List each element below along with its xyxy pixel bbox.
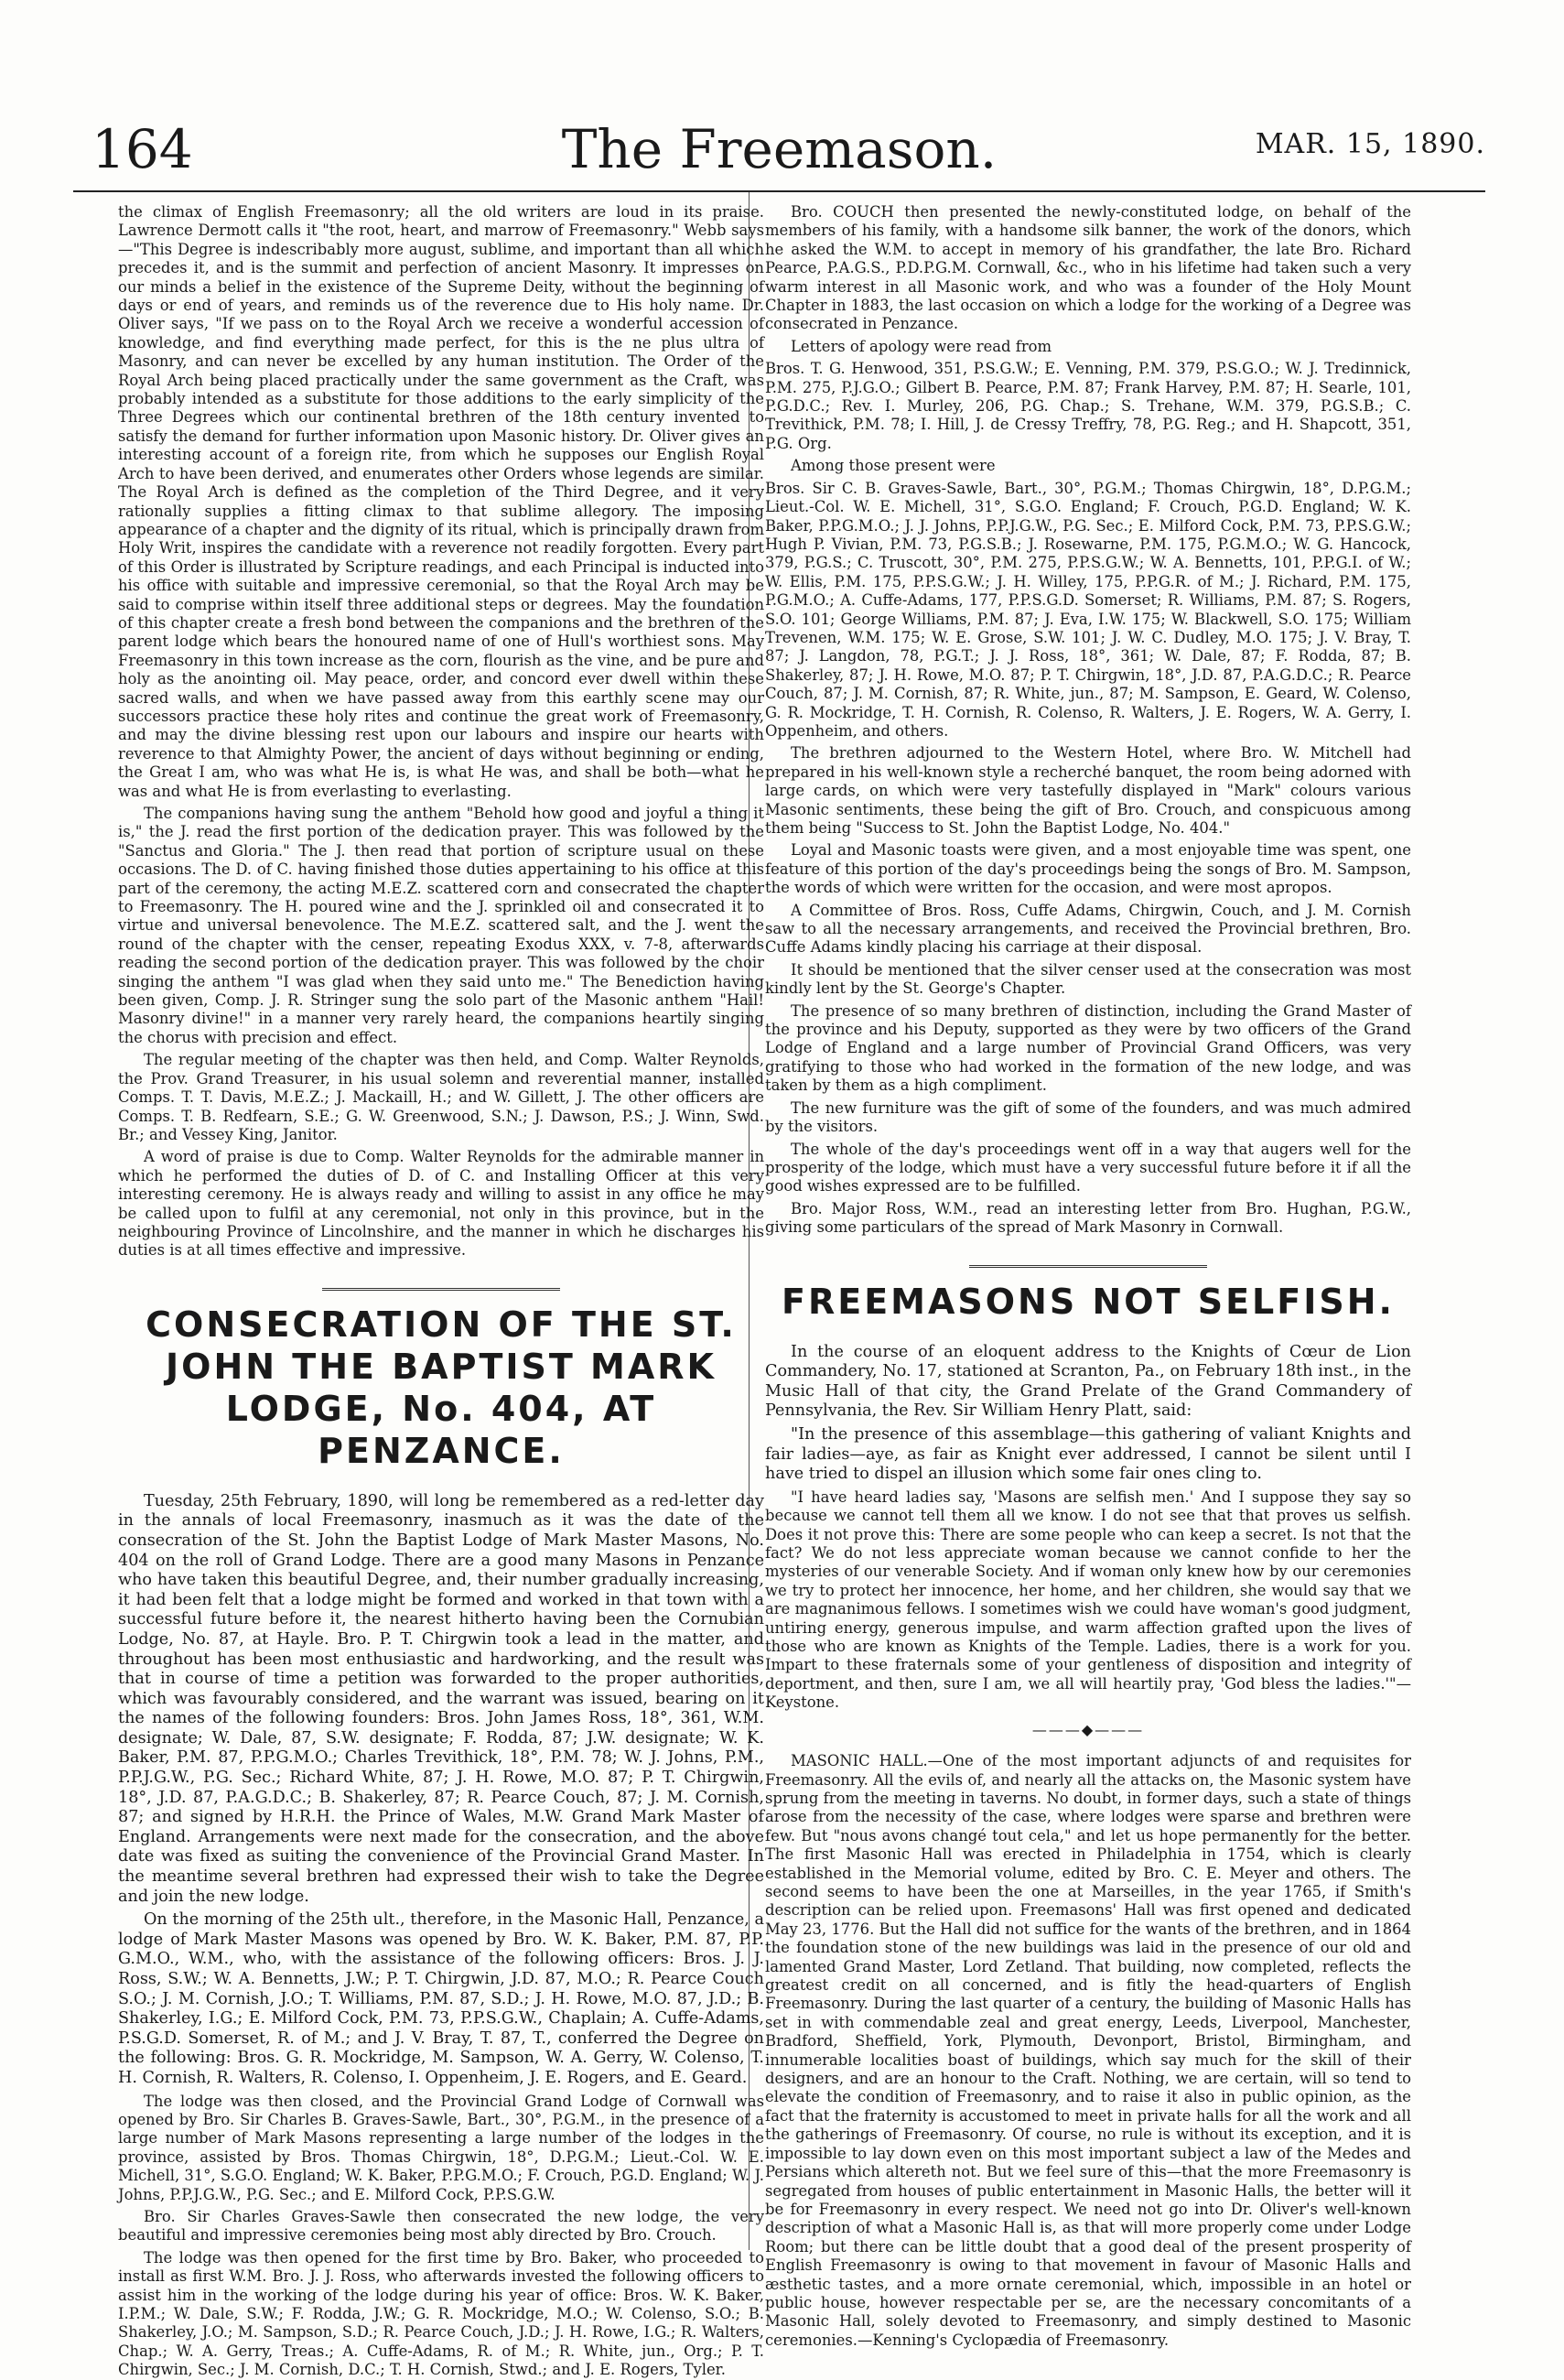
newspaper-title: The Freemason. [561,118,998,180]
paragraph: It should be mentioned that the silver censer used at the consecration was most kindly lent by the St. George's Chapter. [765,960,1411,998]
paragraph: "In the presence of this assemblage—this gathering of valiant Knights and fair ladies—aye, as fair as Knight ever addressed, I cannot be silent until I have tried to dispel an illusion which some fair ones cling to. [765,1424,1411,1484]
issue-date: MAR. 15, 1890. [1255,128,1485,160]
article-heading-freemasons-not-selfish: FREEMASONS NOT SELFISH. [782,1281,1395,1322]
paragraph: The regular meeting of the chapter was then held, and Comp. Walter Reynolds, the Prov. Grand Treasurer, in his usual solemn and reverential manner, installed Comps. T. T. Davis, M.E.Z.; J. Mackaill, H.; and W. Gillett, J. The other officers are Comps. T. B. Redfearn, S.E.; G. W. Greenwood, S.N.; J. Dawson, P.S.; J. Winn, Swd. Br.; and Vessey King, Janitor. [118,1051,764,1143]
paragraph: The new furniture was the gift of some of the founders, and was much admired by the visitors. [765,1098,1411,1136]
paragraph: The lodge was then opened for the first time by Bro. Baker, who proceeded to install as first W.M. Bro. J. J. Ross, who afterwards invested the following officers to assist him in the working of the lodge during his year of office: Bros. W. K. Baker, I.P.M.; W. Dale, S.W.; F. Rodda, J.W.; G. R. Mockridge, M.O.; W. Colenso, S.O.; B. Shakerley, J.O.; M. Sampson, S.D.; R. Pearce Couch, J.D.; J. H. Rowe, I.G.; R. Walters, Chap.; W. A. Gerry, Treas.; A. Cuffe-Adams, R. of M.; R. White, jun., Org.; P. T. Chirgwin, Sec.; J. M. Cornish, D.C.; T. H. Cornish, Stwd.; and J. E. Rogers, Tyler. [118,2248,764,2379]
paragraph: the climax of English Freemasonry; all the old writers are loud in its praise. Lawrence Dermott calls it "the root, heart, and marrow of Freemasonry." Webb says—"This Degree is indescribably more august, sublime, and important than all which precedes it, and is the summit and perfection of ancient Masonry. It impresses on our minds a belief in the existence of the Supreme Deity, without the beginning of days or end of years, and reminds us of the reverence due to His holy name. Dr. Oliver says, "If we pass on to the Royal Arch we receive a wonderful accession of knowledge, and find everything made perfect, for this is the ne plus ultra of Masonry, and can never be excelled by any human institution. The Order of the Royal Arch being placed practically under the same government as the Craft, was probably intended as a substitute for those additions to the early simplicity of the Three Degrees which our continental brethren of the 18th century invented to satisfy the demand for further information upon Masonic history. Dr. Oliver gives an interesting account of a foreign rite, from which he supposes our English Royal Arch to have been derived, and enumerates other Orders whose legends are similar. The Royal Arch is defined as the completion of the Third Degree, and it very rationally supplies a fitting climax to that sublime allegory. The imposing appearance of a chapter and the dignity of its ritual, which is principally drawn from Holy Writ, inspires the candidate with a reverence not readily forgotten. Every part of this Order is illustrated by Scripture readings, and each Principal is inducted into his office with suitable and impressive ceremonial, so that the Royal Arch may be said to comprise within itself three additional steps or degrees. May the foundation of this chapter create a fresh bond between the companions and the brethren of the parent lodge which bears the honoured name of one of Hull's worthiest sons. May Freemasonry in this town increase as the corn, flourish as the vine, and be pure and holy as the anointing oil. May peace, order, and concord ever dwell within these sacred walls, and when we have passed away from this earthly scene may our successors practice these holy rites and continue the great work of Freemasonry, and may the divine blessing rest upon our labours and inspire our hearts with reverence to that Almighty Power, the ancient of days without beginning or ending, the Great I am, who was what He is, is what He was, and shall be both—what he was and what He is from everlasting to everlasting. [118,203,764,800]
masthead [73,117,1485,181]
paragraph: On the morning of the 25th ult., therefore, in the Masonic Hall, Penzance, a lodge of Mark Master Masons was opened by Bro. W. K. Baker, P.M. 87, P.P. G.M.O., W.M., who, with the assistance of the following officers: Bros. J. J. Ross, S.W.; W. A. Bennetts, J.W.; P. T. Chirgwin, J.D. 87, M.O.; R. Pearce Couch S.O.; J. M. Cornish, J.O.; T. Williams, P.M. 87, S.D.; J. H. Rowe, M.O. 87, J.D.; B. Shakerley, I.G.; E. Milford Cock, P.M. 73, P.P.S.G.W., Chaplain; A. Cuffe-Adams, P.S.G.D. Somerset, R. of M.; and J. V. Bray, T. 87, T., conferred the Degree on the following: Bros. G. R. Mockridge, M. Sampson, W. A. Gerry, W. Colenso, T. H. Cornish, R. Walters, R. Colenso, I. Oppenheim, J. E. Rogers, and E. Geard. [118,1910,764,2087]
section-separator [969,1265,1207,1268]
paragraph: The brethren adjourned to the Western Hotel, where Bro. W. Mitchell had prepared in his well-known style a recherché banquet, the room being adorned with large cards, on which were very tastefully displayed in "Mark" colours various Masonic sentiments, these being the gift of Bro. Crouch, and conspicuous among them being "Success to St. John the Baptist Lodge, No. 404." [765,744,1411,837]
paragraph: Bro. Sir Charles Graves-Sawle then consecrated the new lodge, the very beautiful and impressive ceremonies being most ably directed by Bro. Crouch. [118,2208,764,2245]
paragraph: The companions having sung the anthem "Behold how good and joyful a thing it is," the J. read the first portion of the dedication prayer. This was followed by the "Sanctus and Gloria." The J. then read that portion of scripture usual on these occasions. The D. of C. having finished those duties appertaining to his office at this part of the ceremony, the acting M.E.Z. scattered corn and consecrated the chapter to Freemasonry. The H. poured wine and the J. sprinkled oil and consecrated it to virtue and universal benevolence. The M.E.Z. scattered salt, and the J. went the round of the chapter with the censer, repeating Exodus XXX, v. 7-8, afterwards reading the second portion of the dedication prayer. This was followed by the choir singing the anthem "I was glad when they said unto me." The Benediction having been given, Comp. J. R. Stringer sung the solo part of the Masonic anthem "Hail! Masonry divine!" in a manner very rarely heard, the companions heartily singing the chorus with precision and effect. [118,805,764,1046]
article-heading-consecration: CONSECRATION OF THE ST. JOHN THE BAPTIST MARK LODGE, No. 404, AT PENZANCE. [146,1304,737,1471]
paragraph: Letters of apology were read from [791,337,1052,355]
paragraph: Loyal and Masonic toasts were given, and a most enjoyable time was spent, one feature of this portion of the day's proceedings being the songs of Bro. M. Sampson, the words of which were written for the occasion, and were most apropos. [765,841,1411,897]
left-column [118,203,764,2379]
paragraph: The lodge was then closed, and the Provincial Grand Lodge of Cornwall was opened by Bro. Sir Charles B. Graves-Sawle, Bart., 30°, P.G.M., in the presence of a large number of Mark Masons representing a large number of the lodges in the province, assisted by Bros. Thomas Chirgwin, 18°, D.P.G.M.; Lieut.-Col. W. E. Michell, 31°, S.G.O. England; W. K. Baker, P.P.G.M.O.; F. Crouch, P.G.D. England; W. J. Johns, P.P.J.G.W., P.G. Sec.; and E. Milford Cock, P.P.S.G.W. [118,2092,764,2203]
section-separator [322,1288,560,1291]
paragraph: A word of praise is due to Comp. Walter Reynolds for the admirable manner in which he performed the duties of D. of C. and Installing Officer at this very interesting ceremony. He is always ready and willing to assist in any office he may be called upon to fulfil at any ceremonial, not only in this province, but in the neighbouring Province of Lincolnshire, and the manner in which he discharges his duties is at all times effective and impressive. [118,1148,764,1260]
paragraph: The presence of so many brethren of distinction, including the Grand Master of the province and his Deputy, supported as they were by two officers of the Grand Lodge of England and a large number of Provincial Grand Officers, was very gratifying to those who had worked in the formation of the new lodge, and was taken by them as a high compliment. [765,1001,1411,1095]
paragraph: Bro. Major Ross, W.M., read an interesting letter from Bro. Hughan, P.G.W., giving some particulars of the spread of Mark Masonry in Cornwall. [765,1199,1411,1237]
paragraph: "I have heard ladies say, 'Masons are selfish men.' And I suppose they say so because we cannot tell them all we know. I do not see that that proves us selfish. Does it not prove this: There are some people who can keep a secret. Is not that the fact? We do not less appreciate woman because we cannot confide to her the mysteries of our venerable Society. And if woman only knew how by our ceremonies we try to protect her innocence, her home, and her children, she would say that we are magnanimous fellows. I sometimes wish we could have woman's good judgment, untiring energy, generous impulse, and warm affection grafted upon the lives of those who are known as Knights of the Temple. Ladies, there is a work for you. Impart to these fraternals some of your gentleness of disposition and integrity of deportment, and then, sure I am, we all will heartily pray, 'God bless the ladies.'"—Keystone. [765,1488,1411,1712]
right-column [765,203,1411,2349]
paragraph: Tuesday, 25th February, 1890, will long be remembered as a red-letter day in the annals of local Freemasonry, inasmuch as it was the date of the consecration of the St. John the Baptist Lodge of Mark Master Masons, No. 404 on the roll of Grand Lodge. There are a good many Masons in Penzance who have taken this beautiful Degree, and, their number gradually increasing, it had been felt that a lodge might be formed and worked in that town with a successful future before it, the nearest hitherto having been the Cornubian Lodge, No. 87, at Hayle. Bro. P. T. Chirgwin took a lead in the matter, and throughout has been most enthusiastic and hardworking, and the result was that in course of time a petition was forwarded to the proper authorities, which was favourably considered, and the warrant was issued, bearing on it the names of the following founders: Bros. John James Ross, 18°, 361, W.M. designate; W. Dale, 87, S.W. designate; F. Rodda, 87; J.W. designate; W. K. Baker, P.M. 87, P.P.G.M.O.; Charles Trevithick, 18°, P.M. 78; W. J. Johns, P.M., P.P.J.G.W., P.G. Sec.; Richard White, 87; J. H. Rowe, M.O. 87; P. T. Chirgwin, 18°, J.D. 87, P.A.G.D.C.; B. Shakerley, 87; R. Pearce Couch, 87; J. M. Cornish, 87; and signed by H.R.H. the Prince of Wales, M.W. Grand Mark Master of England. Arrangements were next made for the consecration, and the above date was fixed as suiting the convenience of the Provincial Grand Master. In the meantime several brethren had expressed their wish to take the Degree and join the new lodge. [118,1491,764,1906]
page-number: 164 [92,118,193,180]
paragraph: A Committee of Bros. Ross, Cuffe Adams, Chirgwin, Couch, and J. M. Cornish saw to all the necessary arrangements, and received the Provincial brethren, Bro. Cuffe Adams kindly placing his carriage at their disposal. [765,901,1411,957]
paragraph: Bros. Sir C. B. Graves-Sawle, Bart., 30°, P.G.M.; Thomas Chirgwin, 18°, D.P.G.M.; Lieut.-Col. W. E. Michell, 31°, S.G.O. England; F. Crouch, P.G.D. England; W. K. Baker, P.P.G.M.O.; J. J. Johns, P.P.J.G.W., P.G. Sec.; E. Milford Cock, P.M. 73, P.P.S.G.W.; Hugh P. Vivian, P.M. 73, P.G.S.B.; J. Rosewarne, P.M. 175, P.G.M.O.; W. G. Hancock, 379, P.G.S.; C. Truscott, 30°, P.M. 275, P.P.S.G.W.; W. A. Bennetts, 101, P.P.G.I. of W.; W. Ellis, P.M. 175, P.P.S.G.W.; J. H. Willey, 175, P.P.G.R. of M.; J. Richard, P.M. 175, P.G.M.O.; A. Cuffe-Adams, 177, P.P.S.G.D. Somerset; R. Williams, P.M. 87; S. Rogers, S.O. 101; George Williams, P.M. 87; J. Eva, I.W. 175; W. Blackwell, S.O. 175; William Trevenen, W.M. 175; W. E. Grose, S.W. 101; J. W. C. Dudley, M.O. 175; J. V. Bray, T. 87; J. Langdon, 78, P.G.T.; J. J. Ross, 18°, 361; W. Dale, 87; F. Rodda, 87; B. Shakerley, 87; J. H. Rowe, M.O. 87; P. T. Chirgwin, 18°, J.D. 87, P.A.G.D.C.; R. Pearce Couch, 87; J. M. Cornish, 87; R. White, jun., 87; M. Sampson, E. Geard, W. Colenso, G. R. Mockridge, T. H. Cornish, R. Colenso, R. Walters, J. E. Rogers, W. A. Gerry, I. Oppenheim, and others. [765,479,1411,740]
paragraph: Bro. COUCH then presented the newly-constituted lodge, on behalf of the members of his family, with a handsome silk banner, the work of the donors, which he asked the W.M. to accept in memory of his grandfather, the late Bro. Richard Pearce, P.A.G.S., P.D.P.G.M. Cornwall, &c., who in his lifetime had taken such a very warm interest in all Masonic work, and who was a founder of the Holy Mount Chapter in 1883, the last occasion on which a lodge for the working of a Degree was consecrated in Penzance. [765,203,1411,333]
masthead-rule [73,190,1485,192]
paragraph: Among those present were [791,457,996,475]
paragraph: In the course of an eloquent address to the Knights of Cœur de Lion Commandery, No. 17, stationed at Scranton, Pa., on February 18th inst., in the Music Hall of that city, the Grand Prelate of the Grand Commandery of Pennsylvania, the Rev. Sir William Henry Platt, said: [765,1342,1411,1421]
paragraph: The whole of the day's proceedings went off in a way that augers well for the prosperity of the lodge, which must have a very successful future before it if all the good wishes expressed are to be fulfilled. [765,1140,1411,1195]
ornament-divider: ———◆——— [1031,1720,1145,1738]
paragraph: Bros. T. G. Henwood, 351, P.S.G.W.; E. Venning, P.M. 379, P.S.G.O.; W. J. Tredinnick, P.M. 275, P.J.G.O.; Gilbert B. Pearce, P.M. 87; Frank Harvey, P.M. 87; H. Searle, 101, P.G.D.C.; Rev. I. Murley, 206, P.G. Chap.; S. Trehane, W.M. 379, P.G.S.B.; C. Trevithick, P.M. 78; I. Hill, J. de Cressy Treffry, 78, P.G. Reg.; and H. Shapcott, 351, P.G. Org. [765,360,1411,452]
paragraph: MASONIC HALL.—One of the most important adjuncts of and requisites for Freemasonry. All the evils of, and nearly all the attacks on, the Masonic system have sprung from the meeting in taverns. No doubt, in former days, such a state of things arose from the necessity of the case, where lodges were sparse and brethren were few. But "nous avons changé tout cela," and let us hope permanently for the better. The first Masonic Hall was erected in Philadelphia in 1754, which is clearly established in the Memorial volume, edited by Bro. C. E. Meyer and others. The second seems to have been the one at Marseilles, in the year 1765, if Smith's description can be relied upon. Freemasons' Hall was first opened and dedicated May 23, 1776. But the Hall did not suffice for the wants of the brethren, and in 1864 the foundation stone of the new buildings was laid in the presence of our old and lamented Grand Master, Lord Zetland. That building, now completed, reflects the greatest credit on all concerned, and is fitly the head-quarters of English Freemasonry. During the last quarter of a century, the building of Masonic Halls has set in with commendable zeal and great energy, Leeds, Liverpool, Manchester, Bradford, Sheffield, York, Plymouth, Devonport, Bristol, Birmingham, and innumerable localities boast of buildings, which say much for the skill of their designers, and are an honour to the Craft. Nothing, we are certain, will so tend to elevate the condition of Freemasonry, and to raise it also in public opinion, as the fact that the fraternity is accustomed to meet in private halls for all the work and all the gatherings of Freemasonry. Of course, no rule is without its exception, and it is impossible to lay down even on this most important subject a law of the Medes and Persians which altereth not. But we feel sure of this—that the more Freemasonry is segregated from houses of public entertainment in Masonic Halls, the better will it be for Freemasonry in every respect. We need not go into Dr. Oliver's well-known description of what a Masonic Hall is, as that will more properly come under Lodge Room; but there can be little doubt that a good deal of the present prosperity of English Freemasonry is owing to that movement in favour of Masonic Halls and æsthetic tastes, and a more ornate ceremonial, which, impossible in an hotel or public house, however respectable per se, are the necessary concomitants of a Masonic Hall, solely devoted to Freemasonry, and simply destined to Masonic ceremonies.—Kenning's Cyclopædia of Freemasonry. [765,1752,1411,2349]
